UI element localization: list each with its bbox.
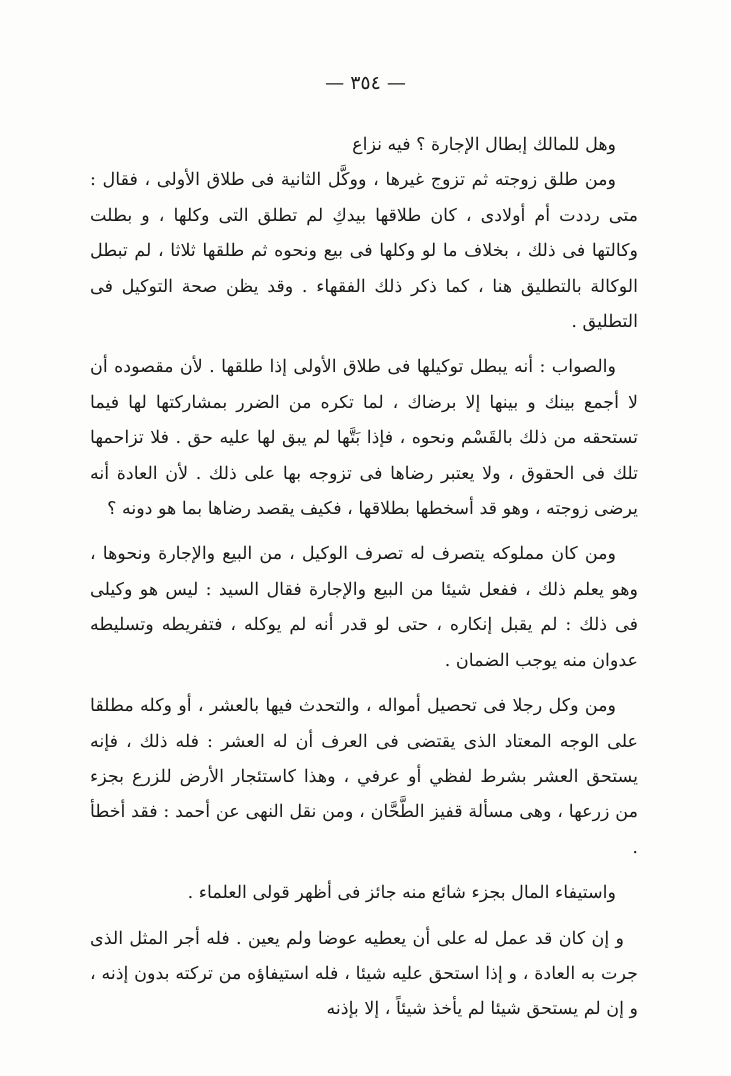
text-body [90,128,638,1028]
paragraph: و إن كان قد عمل له على أن يعطيه عوضا ولم يعين . فله أجر المثل الذى جرت به العادة ، و إذا استحق عليه شيئا ، فله استيفاؤه من تركته بدون إذنه ، و إن لم يستحق شيئا لم يأخذ شيئاً ، إلا بإذنه [90,928,638,1020]
paragraph: ومن طلق زوجته ثم تزوج غيرها ، ووكَّل الثانية فى طلاق الأولى ، فقال : متى رددت أم أولادى ، كان طلاقها بيدكِ لم تطلق التى وكلها ، و بطلت وكالتها فى ذلك ، بخلاف ما لو وكلها فى بيع ونحوه ثم طلقها ثلاثا ، لم تبطل الوكالة بالتطليق هنا ، كما ذكر ذلك الفقهاء . وقد يظن صحة التوكيل فى التطليق . [90,170,638,333]
page-number: — ٣٥٤ — [325,72,406,94]
paragraph: ومن وكل رجلا فى تحصيل أمواله ، والتحدث فيها بالعشر ، أو وكله مطلقا على الوجه المعتاد الذى يقتضى فى العرف أن له العشر : فله ذلك ، فإنه يستحق العشر بشرط لفظي أو عرفي ، وهذا كاستئجار الأرض للزرع بجزء من زرعها ، وهى مسألة قفيز الطَّحَّان ، ومن نقل النهى عن أحمد : فقد أخطأ . [90,696,638,858]
paragraph: ومن كان مملوكه يتصرف له تصرف الوكيل ، من البيع والإجارة ونحوها ، وهو يعلم ذلك ، ففعل شيئا من البيع والإجارة فقال السيد : ليس هو وكيلى فى ذلك : لم يقبل إنكاره ، حتى لو قدر أنه لم يوكله ، فتفريطه وتسليطه عدوان منه يوجب الضمان . [90,544,638,671]
paragraph: واستيفاء المال بجزء شائع منه جائز فى أظهر قولى العلماء . [187,883,616,904]
paragraph: وهل للمالك إبطال الإجارة ؟ فيه نزاع [352,135,616,155]
paragraph: والصواب : أنه يبطل توكيلها فى طلاق الأولى إذا طلقها . لأن مقصوده أن لا أجمع بينك و بينها إلا برضاك ، لما تكره من الضرر بمشاركتها لها فيما تستحقه من ذلك بالقَسْم ونحوه ، فإذا بَتَّها لم يبق لها عليه حق . فلا تزاحمها تلك فى الحقوق ، ولا يعتبر رضاها فى تزوجه بها على ذلك . لأن العادة أنه يرضى زوجته ، وهو قد أسخطها بطلاقها ، فكيف يقصد رضاها بما هو دونه ؟ [90,357,638,520]
